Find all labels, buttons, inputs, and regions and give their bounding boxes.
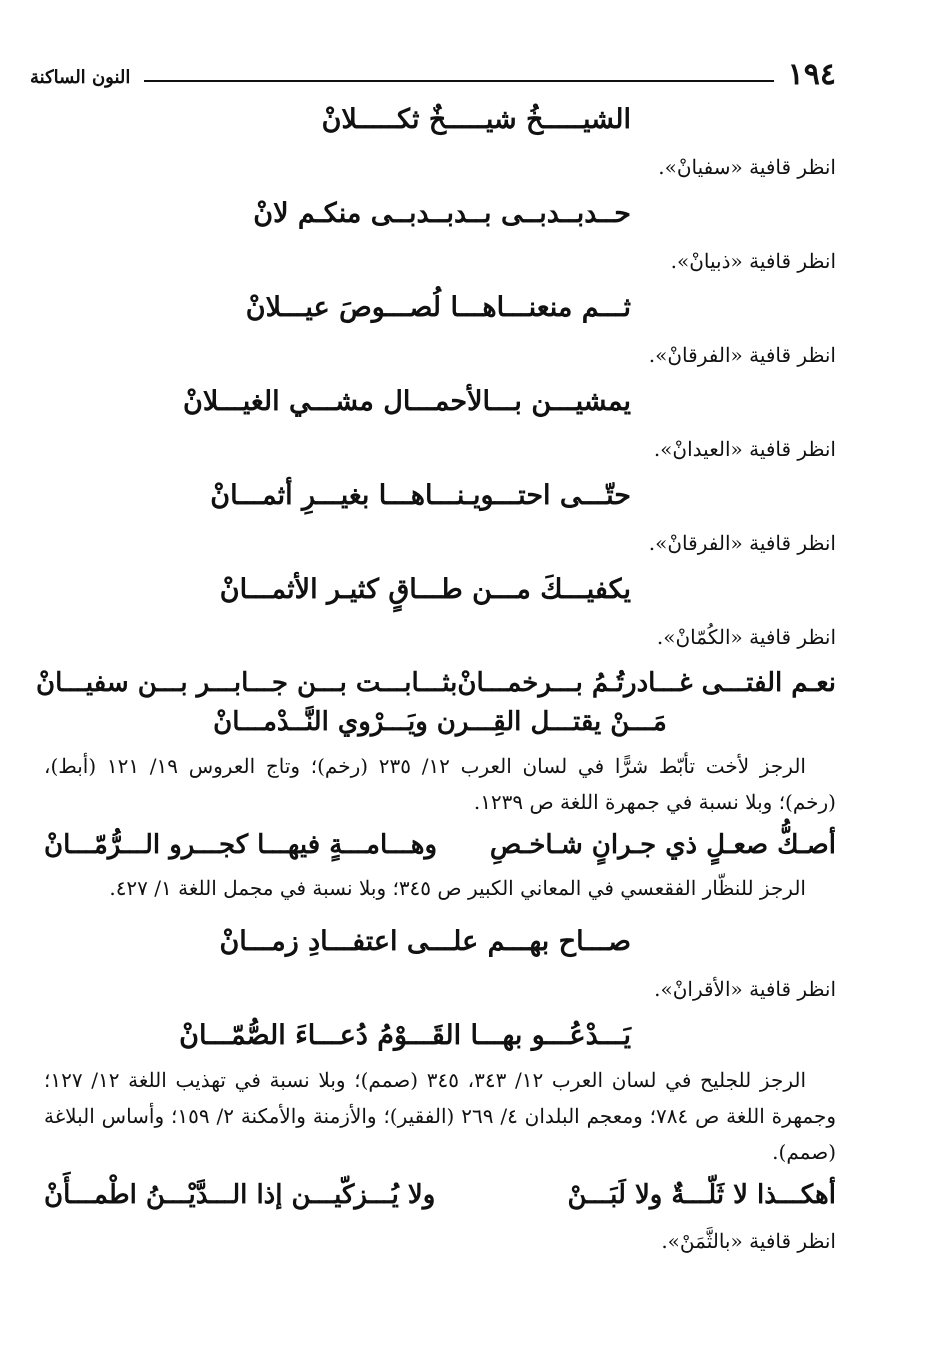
entry-6 — [44, 570, 836, 652]
entry-5 — [44, 476, 836, 558]
header-rule — [144, 80, 773, 82]
page-header — [30, 50, 836, 90]
cross-reference: انظر قافية «الأقرانْ». — [654, 977, 836, 1001]
page-content — [36, 100, 837, 1268]
hemistich-right: نعـم الفتـــى غـــادرتُـمُ بـــرخمـــانْ — [457, 668, 836, 698]
cross-reference: انظر قافية «سفيانْ». — [658, 155, 836, 179]
verse-line: حتّـــى احتـــويـنـــاهـــا بغيـــرِ أثمـــانْ — [210, 480, 631, 511]
cross-reference: انظر قافية «الفرقانْ». — [648, 531, 836, 555]
verse-line: يمشيـــن بـــالأحمـــال مشـــي الغيـــلانْ — [183, 386, 631, 417]
entry-3 — [44, 288, 836, 370]
source-note: الرجز لأخت تأبّط شرًّا في لسان العرب ١٢/ ٢٣٥ (رخم)؛ وتاج العروس ١٩/ ١٢١ (أبط)، (رخم)؛ وبلا نسبة في جمهرة اللغة ص ١٢٣٩. — [44, 754, 836, 814]
verse-pair — [44, 1176, 836, 1214]
hemistich-right: أهكـــذا لا ثَلّـــةٌ ولا لَبَـــنْ — [567, 1180, 836, 1210]
running-title: النون الساكنة — [30, 67, 131, 88]
entry-8 — [44, 1016, 836, 1170]
entry-1 — [44, 100, 836, 182]
entry-4 — [44, 382, 836, 464]
hemistich-left: وهـــامـــةٍ فيهـــا كجـــرو الـــرُّمّـــانْ — [44, 830, 437, 860]
verse-pair — [36, 664, 836, 702]
hemistich-left: ولا يُـــزكّيـــن إذا الـــدَّيْـــنُ اطْمـــأَنْ — [44, 1180, 436, 1210]
verse-line: يَـــدْعُـــو بهـــا القَـــوْمُ دُعـــاءَ الصُّمّـــانْ — [179, 1020, 631, 1051]
verse-block-3 — [44, 1176, 836, 1256]
entry-7 — [44, 922, 836, 1004]
cross-reference: انظر قافية «ذبيانْ». — [670, 249, 836, 273]
verse-block-2 — [44, 826, 836, 906]
verse-line: ثـــم منعنـــاهـــا لُصـــوصَ عيـــلانْ — [245, 292, 631, 323]
cross-reference: انظر قافية «الفرقانْ». — [648, 343, 836, 367]
hemistich-left: بثـــابـــت بـــن جـــابـــر بـــن سفيـــانْ — [36, 668, 458, 698]
verse-block-1 — [36, 664, 836, 820]
cross-reference: انظر قافية «الكُمّانْ». — [656, 625, 836, 649]
cross-reference: انظر قافية «بالثَّمَنْ». — [661, 1229, 836, 1253]
entry-2 — [44, 194, 836, 276]
source-note: الرجز للجليح في لسان العرب ١٢/ ٣٤٣، ٣٤٥ (صمم)؛ وبلا نسبة في تهذيب اللغة ١٢/ ١٢٧؛ وجمهرة اللغة ص ٧٨٤؛ ومعجم البلدان ٤/ ٢٦٩ (الفقير)؛ والأزمنة والأمكنة ٢/ ١٥٩؛ وأساس البلاغة (صمم). — [44, 1068, 837, 1164]
verse-line: الشيـــــخُ شيـــــخٌ ثكـــــلانْ — [321, 104, 631, 135]
cross-reference: انظر قافية «العيدانْ». — [653, 437, 836, 461]
verse-pair — [44, 826, 836, 864]
spacer — [44, 912, 836, 922]
verse-line: مَـــنْ يقتـــل القِـــرن ويَـــرْوي النَّــدْمـــانْ — [213, 707, 667, 737]
verse-line: حــدبــدبــى بــدبــدبــى منكـم لانْ — [253, 198, 631, 229]
page-number: ١٩٤ — [787, 57, 836, 92]
verse-line: يكفيـــكَ مـــن طـــاقٍ كثيـر الأثمـــانْ — [219, 574, 631, 605]
verse-line: صـــاح بهـــم علـــى اعتفـــادِ زمـــانْ — [219, 926, 631, 957]
source-note: الرجز للنظّار الفقعسي في المعاني الكبير ص ٣٤٥؛ وبلا نسبة في مجمل اللغة ١/ ٤٢٧. — [109, 876, 806, 900]
hemistich-right: أصـكُّ صعـلٍ ذي جـرانٍ شـاخـصِ — [489, 830, 836, 860]
